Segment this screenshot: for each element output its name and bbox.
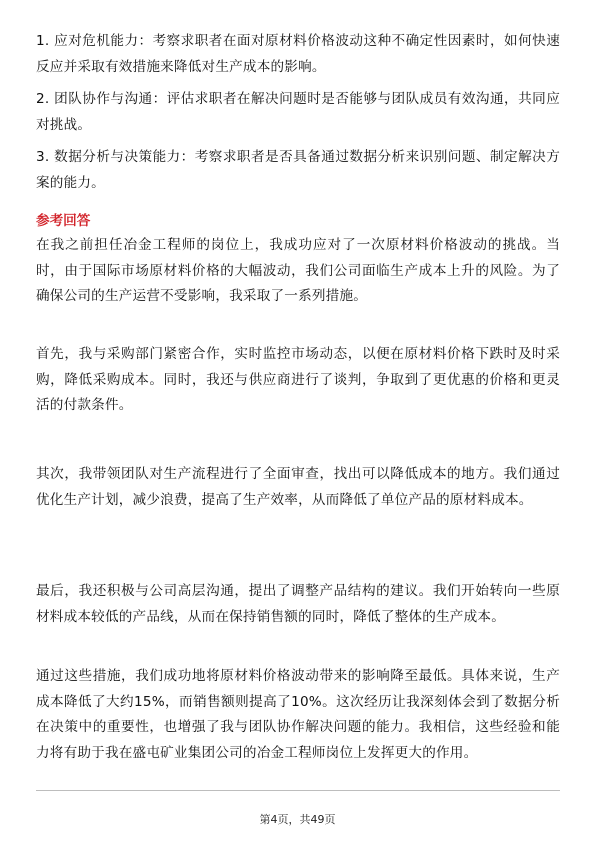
criterion-data-analysis: 3. 数据分析与决策能力：考察求职者是否具备通过数据分析来识别问题、制定解决方案的能力。 xyxy=(36,149,560,191)
answer-paragraph-second: 其次，我带领团队对生产流程进行了全面审查，找出可以降低成本的地方。我们通过优化生产计划，减少浪费，提高了生产效率，从而降低了单位产品的原材料成本。 xyxy=(36,466,560,508)
criterion-crisis-response: 1. 应对危机能力：考察求职者在面对原材料价格波动这种不确定性因素时，如何快速反应并采取有效措施来降低对生产成本的影响。 xyxy=(36,33,560,75)
criterion-teamwork: 2. 团队协作与沟通：评估求职者在解决问题时是否能够与团队成员有效沟通，共同应对挑战。 xyxy=(36,91,560,133)
page-number: 第4页，共49页 xyxy=(259,813,336,826)
answer-paragraph-intro: 在我之前担任冶金工程师的岗位上，我成功应对了一次原材料价格波动的挑战。当时，由于国际市场原材料价格的大幅波动，我们公司面临生产成本上升的风险。为了确保公司的生产运营不受影响，我采取了一系列措施。 xyxy=(36,237,560,304)
answer-heading: 参考回答 xyxy=(36,213,91,229)
answer-paragraph-third: 最后，我还积极与公司高层沟通，提出了调整产品结构的建议。我们开始转向一些原材料成本较低的产品线，从而在保持销售额的同时，降低了整体的生产成本。 xyxy=(36,583,560,625)
footer-divider xyxy=(36,790,560,791)
answer-paragraph-result: 通过这些措施，我们成功地将原材料价格波动带来的影响降至最低。具体来说，生产成本降低了大约15%，而销售额则提高了10%。这次经历让我深刻体会到了数据分析在决策中的重要性，也增强了我与团队协作解决问题的能力。我相信，这些经验和能力将有助于我在盛屯矿业集团公司的冶金工程师岗位上发挥更大的作用。 xyxy=(36,668,560,761)
answer-paragraph-first: 首先，我与采购部门紧密合作，实时监控市场动态，以便在原材料价格下跌时及时采购，降低采购成本。同时，我还与供应商进行了谈判，争取到了更优惠的价格和更灵活的付款条件。 xyxy=(36,346,560,413)
